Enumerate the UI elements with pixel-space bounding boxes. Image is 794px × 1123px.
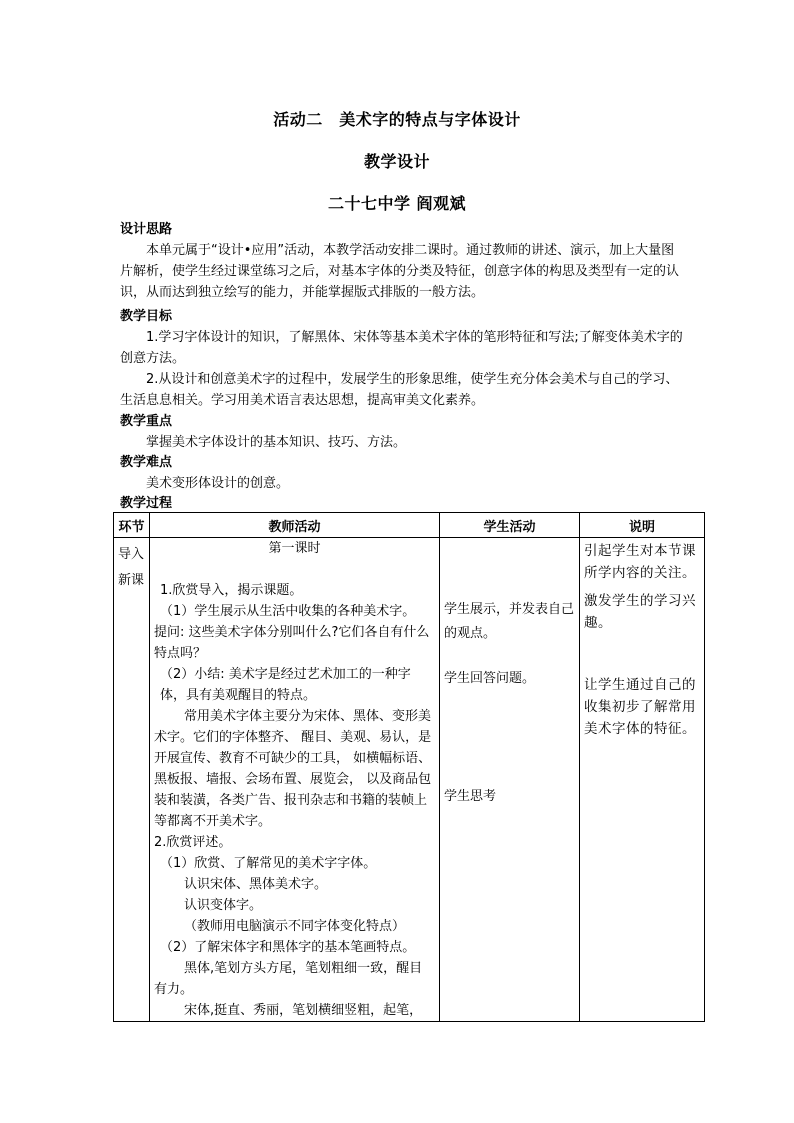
difficulty-heading: 教学难点 (120, 455, 173, 470)
note-2: 激发学生的学习兴趣。 (584, 593, 696, 631)
process-section (120, 493, 685, 514)
goal-item-1: 1.学习字体设计的知识，了解黑体、宋体等基本美术字体的笔形特征和写法;了解变体美术字的创意方法。 (120, 330, 683, 366)
teaching-process-table (113, 512, 705, 1022)
design-idea-section (120, 219, 685, 303)
process-heading: 教学过程 (120, 496, 173, 511)
key-point-heading: 教学重点 (120, 414, 173, 429)
goals-section (120, 306, 685, 411)
student-line-3: 学生思考 (444, 789, 497, 804)
teacher-line-5: 常用美术字体主要分为宋体、黑体、变形美术字。它们的字体整齐、 醒目、美观、易认，是开展宣传、教育不可缺少的工具， 如横幅标语、黑板报、墙报、会场布置、展览会， 以及商品包装和装潢，各类广告、报刊杂志和书籍的装帧上等都离不开美术字。 (154, 709, 432, 829)
teacher-line-12: 黑体,笔划方头方尾，笔划粗细一致，醒目有力。 (154, 961, 423, 997)
teacher-activity-cell (150, 538, 440, 1022)
teacher-line-9: 认识变体字。 (184, 898, 263, 913)
teacher-line-8: 认识宋体、黑体美术字。 (184, 877, 328, 892)
student-line-1: 学生展示，并发表自己的观点。 (444, 602, 575, 641)
teacher-line-3: 提问: 这些美术字体分别叫什么?它们各自有什么特点吗？ (154, 625, 430, 661)
teacher-line-2: （1）学生展示从生活中收集的各种美术字。 (160, 604, 416, 619)
header-notes: 说明 (580, 513, 705, 538)
table-row (114, 538, 705, 1022)
table-header-row (114, 513, 705, 538)
note-1: 引起学生对本节课所学内容的关注。 (584, 543, 696, 581)
lesson-label: 第一课时 (268, 541, 321, 556)
difficulty-section (120, 452, 685, 494)
goal-item-2: 2.从设计和创意美术字的过程中，发展学生的形象思维，使学生充分体会美术与自己的学习、生活息息相关。学习用美术语言表达思想，提高审美文化素养。 (120, 372, 679, 408)
activity-title: 活动二 美术字的特点与字体设计 (273, 110, 521, 129)
teacher-line-11: （2）了解宋体字和黑体字的基本笔画特点。 (160, 940, 416, 955)
header-student-activity: 学生活动 (440, 513, 580, 538)
document-type-title: 教学设计 (363, 152, 430, 171)
teacher-line-1: 1.欣赏导入，揭示课题。 (160, 583, 303, 598)
key-point-section (120, 411, 685, 453)
student-line-2: 学生回答问题。 (444, 671, 536, 686)
design-idea-text: 本单元属于“设计•应用”活动，本教学活动安排二课时。通过教师的讲述、演示，加上大量图片解析，使学生经过课堂练习之后，对基本字体的分类及特征，创意字体的构思及类型有一定的认识，从而达到独立绘写的能力，并能掌握版式排版的一般方法。 (120, 243, 680, 300)
student-activity-cell (440, 538, 580, 1022)
notes-cell (580, 538, 705, 1022)
header-teacher-activity: 教师活动 (150, 513, 440, 538)
teacher-line-10: （教师用电脑演示不同字体变化特点） (184, 919, 406, 934)
design-idea-heading: 设计思路 (120, 222, 173, 237)
teacher-line-13: 宋体,挺直、秀丽，笔划横细竖粗，起笔， (184, 1003, 423, 1018)
stage-cell (114, 538, 150, 1022)
stage-label-1: 导入 (118, 547, 145, 562)
teacher-line-6: 2.欣赏评述。 (154, 835, 232, 850)
teacher-line-7: （1）欣赏、了解常见的美术字字体。 (160, 856, 377, 871)
note-3: 让学生通过自己的收集初步了解常用美术字体的特征。 (584, 677, 696, 737)
stage-label-2: 新课 (118, 573, 145, 588)
goals-heading: 教学目标 (120, 309, 173, 324)
difficulty-text: 美术变形体设计的创意。 (146, 476, 290, 491)
author-line: 二十七中学 阎观斌 (327, 194, 467, 213)
blank-line (154, 559, 435, 580)
teacher-line-4: （2）小结: 美术字是经过艺术加工的一种字体，具有美观醒目的特点。 (160, 667, 411, 703)
header-stage: 环节 (114, 513, 150, 538)
key-point-text: 掌握美术字体设计的基本知识、技巧、方法。 (146, 435, 407, 450)
